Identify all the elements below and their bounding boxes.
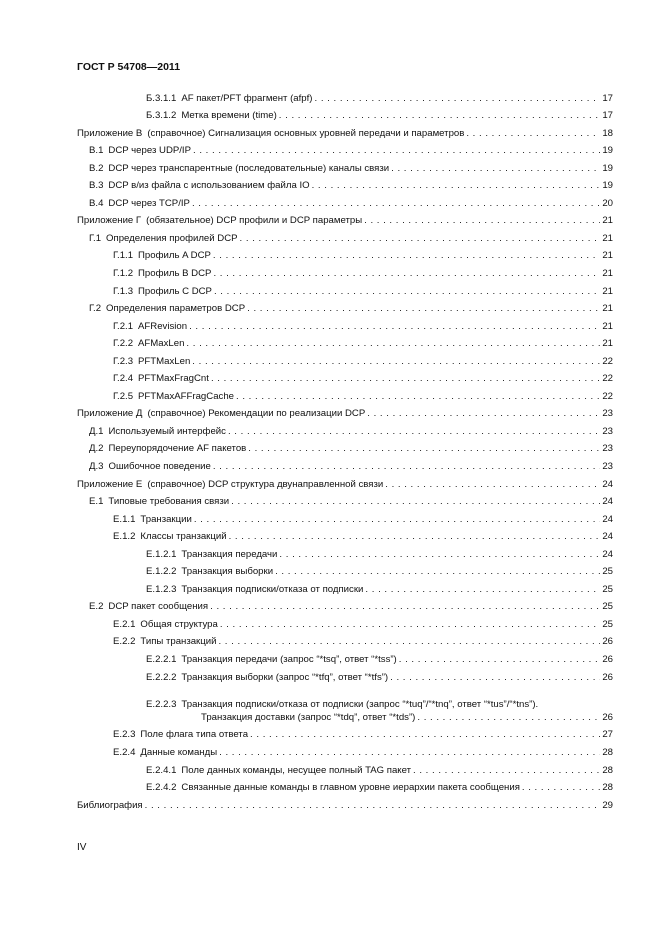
- toc-entry-page: 21: [602, 286, 613, 297]
- toc-entry-page: 24: [602, 549, 613, 560]
- toc-entry: [146, 671, 613, 685]
- toc-leader-dots: [229, 530, 601, 544]
- toc-entry-number: Е.2.4.1: [146, 765, 177, 776]
- toc-entry-number: В.1: [89, 145, 104, 156]
- toc-entry-title: AF пакет/PFT фрагмент (afpf): [181, 93, 313, 104]
- toc-leader-dots: [231, 495, 600, 509]
- toc-leader-dots: [193, 144, 600, 158]
- toc-entry-title: Типовые требования связи: [108, 496, 230, 507]
- toc-entry-continuation: [201, 711, 613, 725]
- toc-leader-dots: [385, 478, 600, 492]
- toc-entry-number: Е.2.4: [113, 747, 136, 758]
- toc-entry-page: 21: [602, 321, 613, 332]
- toc-entry: [146, 565, 613, 579]
- toc-entry: [146, 583, 613, 597]
- toc-entry-page: 21: [602, 268, 613, 279]
- toc-entry-title: Используемый интерфейс: [108, 426, 226, 437]
- toc-entry-page: 19: [602, 180, 613, 191]
- toc-entry: [89, 425, 613, 439]
- toc-entry: [89, 495, 613, 509]
- toc-entry-page: 26: [602, 636, 613, 647]
- toc-entry-page: 22: [602, 356, 613, 367]
- toc-entry-number: Е.1.1: [113, 514, 136, 525]
- toc-entry: [146, 781, 613, 795]
- toc-leader-dots: [219, 746, 600, 760]
- toc-entry: [113, 513, 613, 527]
- toc-entry-title: Транзакция передачи: [181, 549, 278, 560]
- toc-entry-title: Транзакции: [140, 514, 192, 525]
- toc-entry-title: Данные команды: [140, 747, 218, 758]
- toc-entry-title: PFTMaxLen: [138, 356, 191, 367]
- toc-entry-number: Е.1: [89, 496, 104, 507]
- toc-leader-dots: [250, 728, 600, 742]
- toc-entry-page: 21: [602, 250, 613, 261]
- toc-entry-page: 28: [602, 782, 613, 793]
- toc-entry-page: 26: [602, 672, 613, 683]
- toc-leader-dots: [192, 355, 600, 369]
- toc-entry-page: 23: [602, 443, 613, 454]
- toc-leader-dots: [214, 285, 600, 299]
- toc-entry-title: Связанные данные команды в главном уровне иерархии пакета сообщения: [181, 782, 520, 793]
- toc-entry: [113, 530, 613, 544]
- toc-entry: [113, 320, 613, 334]
- toc-leader-dots: [391, 162, 600, 176]
- toc-entry-title: Ошибочное поведение: [108, 461, 211, 472]
- toc-entry-number: Е.2.2: [113, 636, 136, 647]
- toc-entry-page: 24: [602, 479, 613, 490]
- toc-entry-page: 23: [602, 461, 613, 472]
- toc-entry: [146, 698, 613, 712]
- toc-leader-dots: [367, 407, 600, 421]
- toc-entry-page: 25: [602, 601, 613, 612]
- toc-entry: [77, 127, 613, 141]
- toc-entry-page: 24: [602, 496, 613, 507]
- toc-leader-dots: [213, 267, 600, 281]
- toc-entry: [146, 548, 613, 562]
- toc-entry-number: В.4: [89, 198, 104, 209]
- toc-entry-page: 27: [602, 729, 613, 740]
- toc-leader-dots: [213, 460, 600, 474]
- toc-entry: [89, 232, 613, 246]
- toc-entry-title: (справочное) Сигнализация основных уровней передачи и параметров: [147, 128, 465, 139]
- toc-entry-number: Е.1.2.3: [146, 584, 177, 595]
- toc-entry: [89, 162, 613, 176]
- toc-entry-title: Профиль C DCP: [138, 286, 212, 297]
- toc-entry-title: Типы транзакций: [140, 636, 217, 647]
- toc-leader-dots: [522, 781, 600, 795]
- toc-entry: [113, 355, 613, 369]
- toc-entry-title: DCP через транспарентные (последовательные) каналы связи: [108, 163, 390, 174]
- toc-entry-page: 21: [602, 338, 613, 349]
- toc-entry-page: 22: [602, 391, 613, 402]
- toc-entry: [89, 179, 613, 193]
- toc-entry-page: 23: [602, 408, 613, 419]
- toc-entry-title: Профиль A DCP: [138, 250, 211, 261]
- toc-leader-dots: [247, 302, 600, 316]
- toc-leader-dots: [240, 232, 601, 246]
- toc-leader-dots: [210, 600, 600, 614]
- toc-entry-number: Приложение Г: [77, 215, 142, 226]
- toc-entry: [89, 197, 613, 211]
- toc-entry-number: Приложение Е: [77, 479, 143, 490]
- toc-leader-dots: [194, 513, 600, 527]
- toc-entry: [77, 799, 613, 813]
- toc-entry-page: 21: [602, 233, 613, 244]
- toc-entry: [113, 372, 613, 386]
- toc-entry-number: Б.3.1.1: [146, 93, 177, 104]
- toc-entry-title: DCP через UDP/IP: [108, 145, 191, 156]
- toc-entry-number: Е.1.2: [113, 531, 136, 542]
- toc-leader-dots: [466, 127, 600, 141]
- toc-entry-title: DCP в/из файла с использованием файла IO: [108, 180, 310, 191]
- toc-entry-title: Транзакция передачи (запрос “*tsq”, ответ “*tss”): [181, 654, 397, 665]
- toc-entry-page: 28: [602, 765, 613, 776]
- toc-entry-title: Метка времени (time): [181, 110, 277, 121]
- toc-entry-title: Профиль B DCP: [138, 268, 212, 279]
- toc-entry-page: 17: [602, 93, 613, 104]
- toc-leader-dots: [186, 337, 600, 351]
- toc-entry-title: Классы транзакций: [140, 531, 227, 542]
- toc-entry-page: 22: [602, 373, 613, 384]
- toc-leader-dots: [390, 671, 600, 685]
- toc-entry-page: 19: [602, 163, 613, 174]
- toc-entry-title: Поле данных команды, несущее полный TAG пакет: [181, 765, 412, 776]
- toc-entry-title: Общая структура: [140, 619, 218, 630]
- toc-entry-page: 24: [602, 514, 613, 525]
- toc-entry-title: Определения профилей DCP: [106, 233, 238, 244]
- toc-entry-number: Г.1.3: [113, 286, 134, 297]
- toc-entry-title: AFRevision: [138, 321, 188, 332]
- toc-entry-number: Приложение В: [77, 128, 143, 139]
- toc-entry-title: AFMaxLen: [138, 338, 185, 349]
- toc-entry-number: Г.1.2: [113, 268, 134, 279]
- toc-entry-number: Г.2.4: [113, 373, 134, 384]
- toc-entry-number: Г.2.5: [113, 391, 134, 402]
- toc-entry-title: Транзакция выборки: [181, 566, 274, 577]
- toc-leader-dots: [220, 618, 600, 632]
- toc-entry-page: 29: [602, 800, 613, 811]
- toc-entry-number: Е.2.2.2: [146, 672, 177, 683]
- toc-entry-number: Е.1.2.1: [146, 549, 177, 560]
- toc-entry-page: 25: [602, 566, 613, 577]
- toc-entry-page: 20: [602, 198, 613, 209]
- toc-leader-dots: [365, 583, 600, 597]
- toc-entry-page: 18: [602, 128, 613, 139]
- toc-entry-number: Е.1.2.2: [146, 566, 177, 577]
- toc-entry: [113, 337, 613, 351]
- toc-entry: [113, 390, 613, 404]
- toc-leader-dots: [236, 390, 600, 404]
- toc-entry-page: 26: [602, 654, 613, 665]
- toc-entry-title: Транзакция выборки (запрос “*tfq”, ответ “*tfs”): [181, 672, 389, 683]
- toc-entry-page: 25: [602, 619, 613, 630]
- toc-entry: [89, 442, 613, 456]
- toc-entry-number: Г.1.1: [113, 250, 134, 261]
- toc-entry-page: 19: [602, 145, 613, 156]
- toc-entry: [89, 144, 613, 158]
- toc-entry-number: Г.2.1: [113, 321, 134, 332]
- toc-entry: [113, 285, 613, 299]
- toc-leader-dots: [218, 635, 600, 649]
- toc-leader-dots: [279, 109, 601, 123]
- toc-leader-dots: [248, 442, 600, 456]
- toc-leader-dots: [275, 565, 600, 579]
- toc-entry-number: Е.2.4.2: [146, 782, 177, 793]
- toc-entry-title: DCP пакет сообщения: [108, 601, 209, 612]
- toc-entry-title: (обязательное) DCP профили и DCP параметры: [146, 215, 363, 226]
- toc-entry-page: 17: [602, 110, 613, 121]
- page-number: IV: [77, 842, 87, 853]
- toc-entry-page: 21: [602, 215, 613, 226]
- toc-entry-title: DCP через TCP/IP: [108, 198, 190, 209]
- toc-entry-page: 21: [602, 303, 613, 314]
- toc-entry: [113, 267, 613, 281]
- toc-entry: [113, 635, 613, 649]
- toc-entry-title: Транзакция подписки/отказа от подписки (запрос “*tuq”/“*tnq”, ответ “*tus”/“*tns”).: [181, 699, 539, 710]
- toc-entry-title: Поле флага типа ответа: [140, 729, 249, 740]
- toc-entry: [89, 600, 613, 614]
- toc-entry-title: Переупорядочение AF пакетов: [108, 443, 247, 454]
- toc-leader-dots: [213, 249, 600, 263]
- toc-leader-dots: [211, 372, 600, 386]
- document-header: ГОСТ Р 54708—2011: [77, 61, 181, 73]
- toc-leader-dots: [228, 425, 600, 439]
- toc-entry-number: Д.1: [89, 426, 104, 437]
- toc-entry: [77, 478, 613, 492]
- toc-entry: [146, 653, 613, 667]
- toc-entry: [113, 249, 613, 263]
- toc-leader-dots: [364, 214, 600, 228]
- toc-entry-title: Библиография: [77, 800, 143, 811]
- toc-entry: [77, 214, 613, 228]
- toc-entry-number: Г.2.2: [113, 338, 134, 349]
- toc-entry-number: Д.3: [89, 461, 104, 472]
- toc-entry-page: 28: [602, 747, 613, 758]
- toc-entry: [89, 460, 613, 474]
- toc-entry-number: Д.2: [89, 443, 104, 454]
- toc-entry-number: Г.1: [89, 233, 102, 244]
- toc-entry: [113, 618, 613, 632]
- toc-entry-number: Приложение Д: [77, 408, 143, 419]
- toc-entry: [113, 728, 613, 742]
- toc-leader-dots: [417, 711, 600, 725]
- toc-entry: [77, 407, 613, 421]
- toc-leader-dots: [279, 548, 600, 562]
- toc-entry-number: Е.2.1: [113, 619, 136, 630]
- toc-entry-page: 23: [602, 426, 613, 437]
- toc-entry-number: Е.2.3: [113, 729, 136, 740]
- toc-entry-number: Е.2: [89, 601, 104, 612]
- toc-entry-number: Е.2.2.3: [146, 699, 177, 710]
- toc-leader-dots: [145, 799, 601, 813]
- toc-leader-dots: [189, 320, 600, 334]
- toc-entry-number: Г.2.3: [113, 356, 134, 367]
- toc-entry-number: В.3: [89, 180, 104, 191]
- toc-entry: [113, 746, 613, 760]
- toc-entry-title: PFTMaxFragCnt: [138, 373, 209, 384]
- toc-entry-title: (справочное) DCP структура двунаправленной связи: [147, 479, 384, 490]
- toc-entry-number: В.2: [89, 163, 104, 174]
- toc-leader-dots: [192, 197, 600, 211]
- toc-entry-title: PFTMaxAFFragCache: [138, 391, 234, 402]
- toc-entry-title: Определения параметров DCP: [106, 303, 246, 314]
- toc-entry: [146, 764, 613, 778]
- toc-entry: [146, 92, 613, 106]
- toc-entry-title: Транзакция доставки (запрос “*tdq”, ответ “*tds”): [201, 712, 416, 723]
- toc-entry-number: Е.2.2.1: [146, 654, 177, 665]
- toc-entry-page: 24: [602, 531, 613, 542]
- toc-leader-dots: [312, 179, 601, 193]
- toc-leader-dots: [399, 653, 601, 667]
- toc-entry-page: 25: [602, 584, 613, 595]
- toc-entry-title: Транзакция подписки/отказа от подписки: [181, 584, 364, 595]
- toc-entry: [89, 302, 613, 316]
- toc-entry-number: Г.2: [89, 303, 102, 314]
- toc-entry-title: (справочное) Рекомендации по реализации DCP: [147, 408, 366, 419]
- toc-entry-number: Б.3.1.2: [146, 110, 177, 121]
- toc-entry-page: 26: [602, 712, 613, 723]
- toc-leader-dots: [413, 764, 600, 778]
- toc-entry: [146, 109, 613, 123]
- toc-leader-dots: [315, 92, 601, 106]
